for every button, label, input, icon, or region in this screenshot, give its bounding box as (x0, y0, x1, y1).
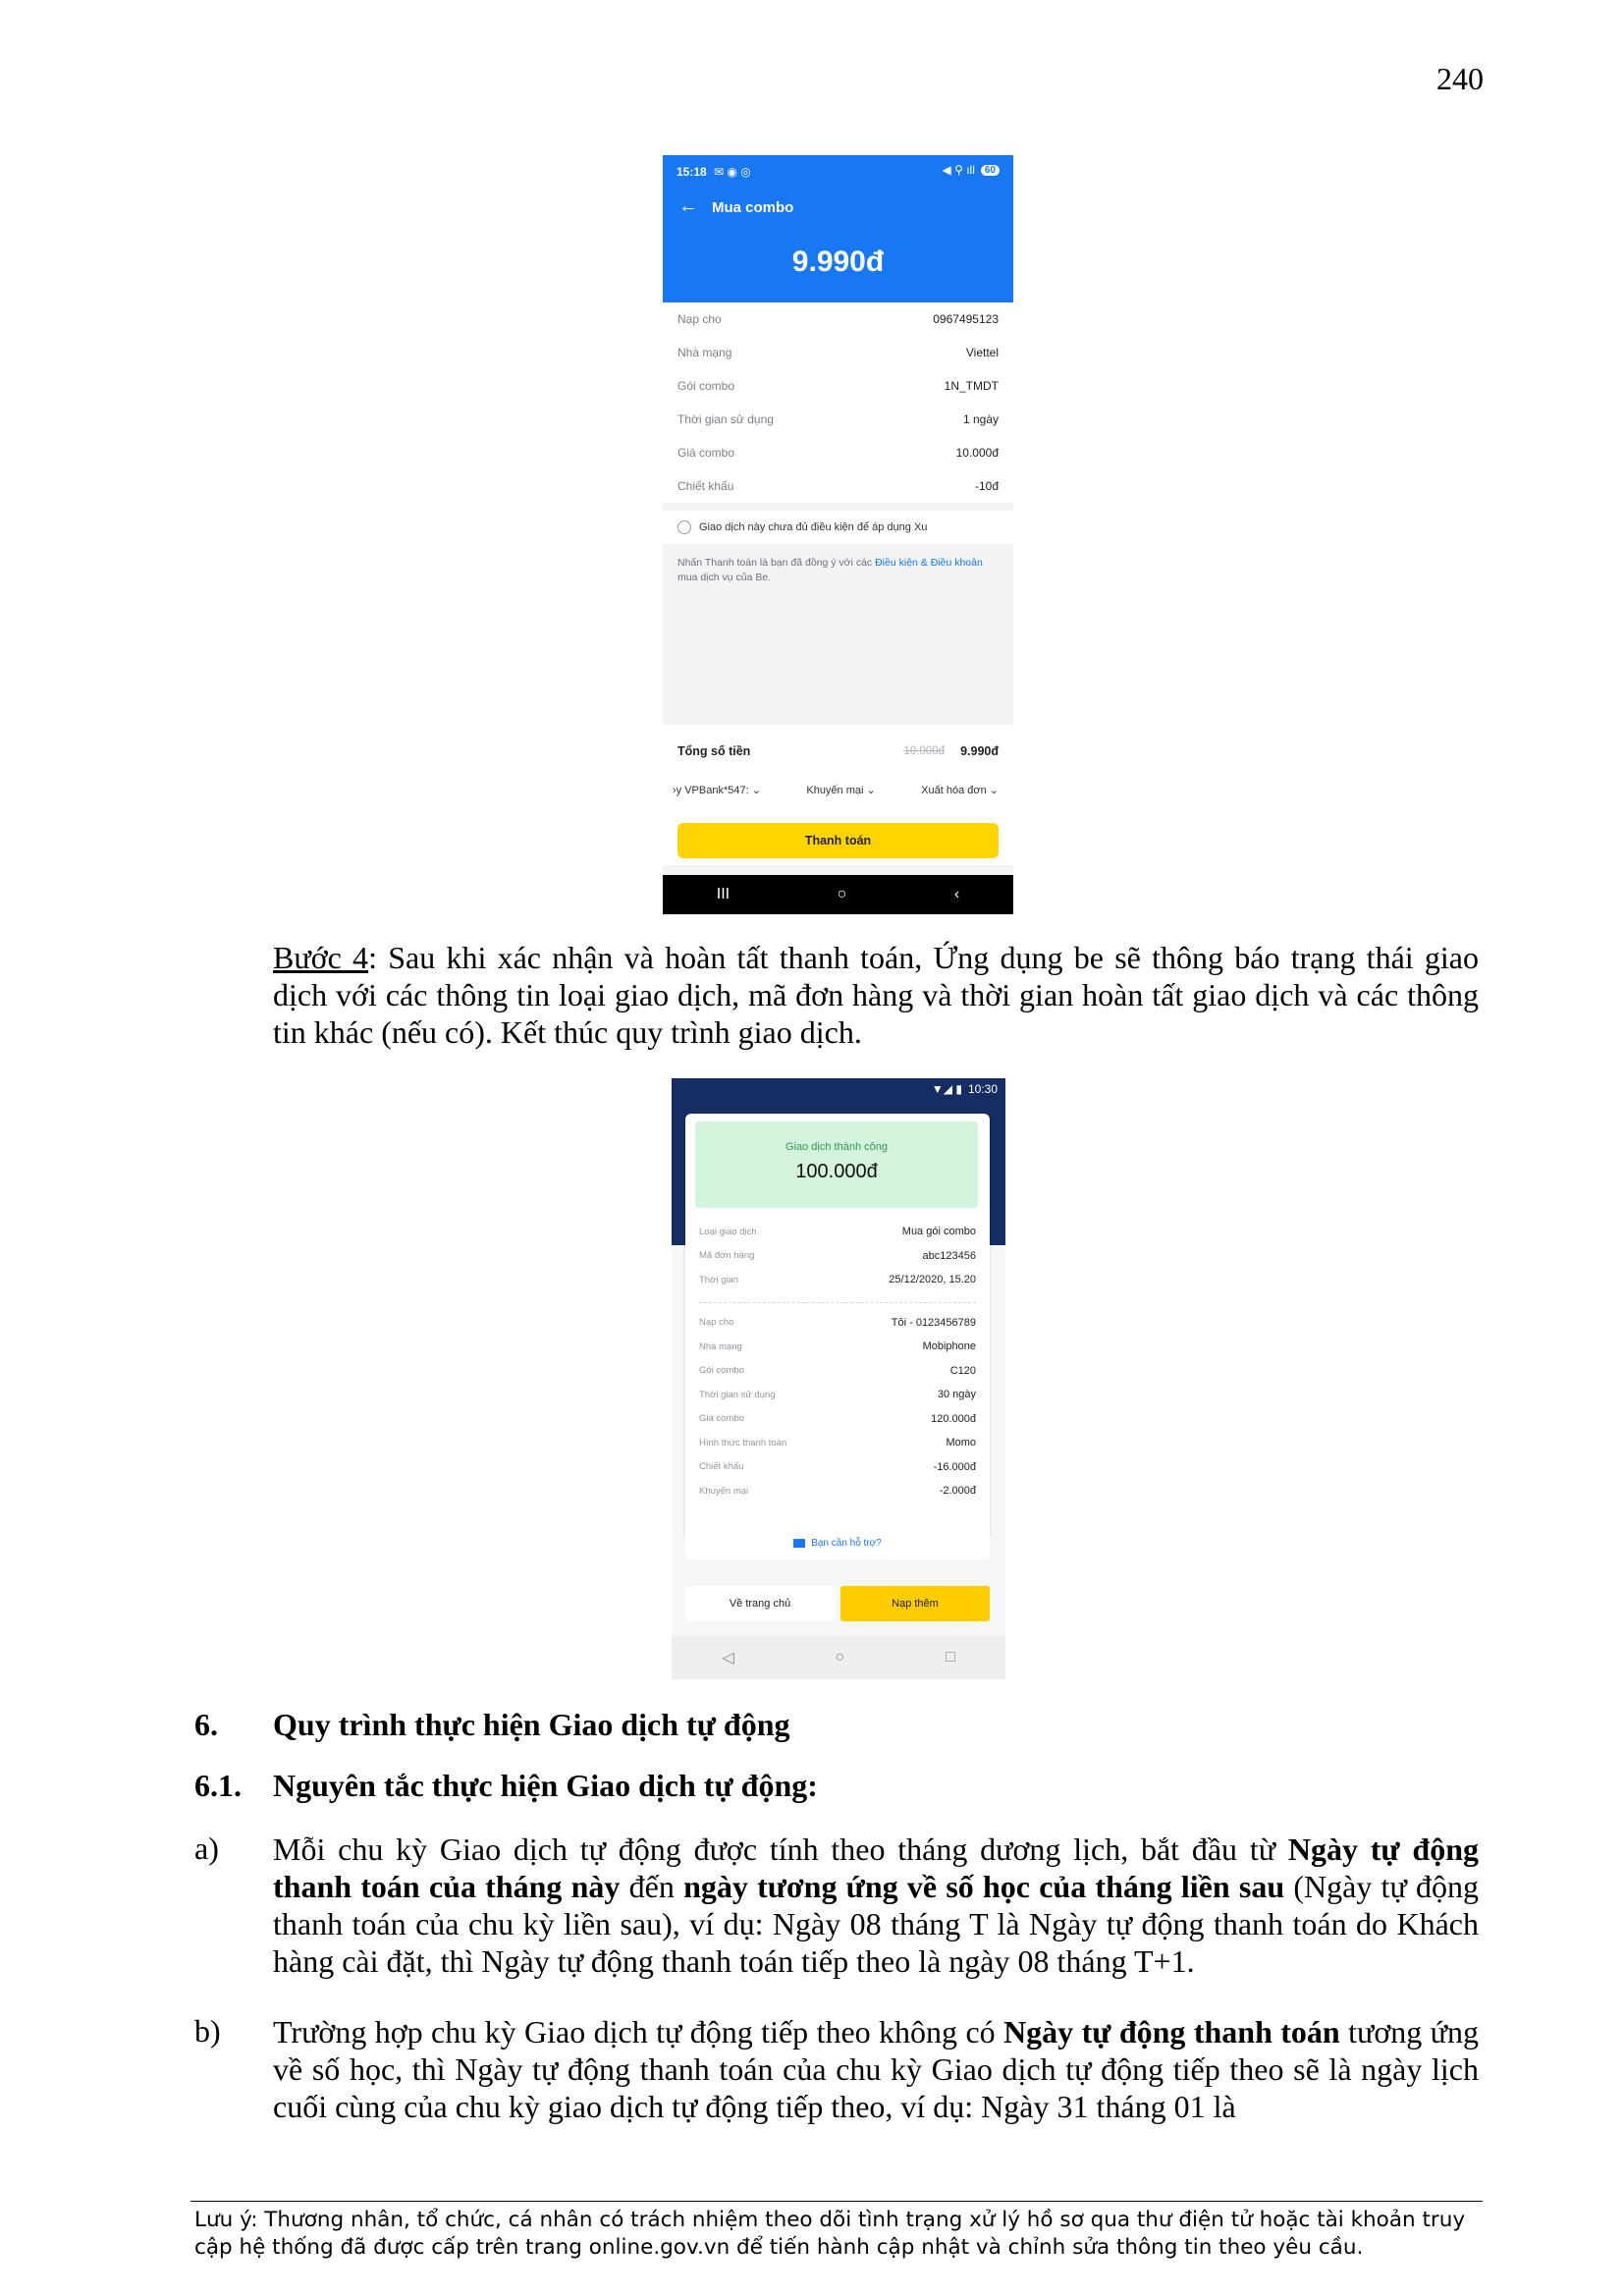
status-bar (932, 1082, 998, 1096)
mail-icon (793, 1539, 805, 1548)
receipt-value: -2.000đ (939, 1485, 976, 1498)
transaction-success-screenshot (672, 1078, 1005, 1679)
receipt-rows (699, 1220, 976, 1503)
pay-button[interactable]: Thanh toán (677, 823, 999, 858)
status-icons: ✉ ◉ ◎ (714, 165, 751, 179)
detail-row (663, 436, 1013, 469)
receipt-value: Tôi - 0123456789 (891, 1316, 976, 1329)
receipt-label: Thời gian (699, 1274, 739, 1285)
item-b-text (273, 2013, 1479, 2125)
terms-suffix: mua dịch vụ của Be. (677, 572, 772, 583)
receipt-value: 120.000đ (931, 1412, 976, 1425)
section-number: 6.1. (194, 1768, 242, 1803)
purchase-combo-screenshot (663, 155, 1013, 914)
detail-row (663, 403, 1013, 436)
total-label: Tổng số tiền (677, 744, 751, 758)
detail-label: Chiết khấu (677, 479, 734, 493)
receipt-label: Hình thức thanh toán (699, 1437, 787, 1449)
battery-icon: 60 (981, 165, 1000, 176)
promotion-select[interactable]: Khuyến mại ⌄ (806, 785, 876, 796)
topup-button[interactable]: Nạp thêm (840, 1586, 990, 1621)
receipt-value: 25/12/2020, 15.20 (889, 1274, 976, 1286)
receipt-row (699, 1479, 976, 1503)
receipt-row (699, 1359, 976, 1384)
signal-icon: ◀ ⚲ ıll (942, 163, 975, 177)
step4-paragraph (273, 939, 1479, 1051)
home-icon[interactable]: ○ (835, 1649, 845, 1666)
android-nav-bar (672, 1636, 1005, 1679)
success-label: Giao dịch thành công (785, 1141, 888, 1153)
detail-label: Thời gian sử dụng (677, 412, 774, 426)
text-run: tương ứng về số học, thì Ngày tự động thanh toán của chu kỳ Giao dịch tự động tiếp theo sẽ là ngày lịch cuối cùng của chu kỳ giao dịch tự động tiếp theo, ví dụ: Ngày 31 tháng 01 là (273, 2014, 1480, 2124)
detail-label: Nạp cho (677, 312, 722, 326)
step4-text: : Sau khi xác nhận và hoàn tất thanh toán, Ứng dụng be sẽ thông báo trạng thái giao dịch với các thông tin loại giao dịch, mã đơn hàng và thời gian hoàn tất giao dịch và các thông tin khác (nếu có). Kết thúc quy trình giao dịch. (273, 940, 1480, 1050)
coin-icon (677, 520, 691, 534)
detail-row (663, 469, 1013, 503)
status-right (943, 163, 1000, 177)
support-link[interactable] (685, 1526, 990, 1559)
text-run: Mỗi chu kỳ Giao dịch tự động được tính theo tháng dương lịch, bắt đầu từ (273, 1831, 1288, 1867)
receipt-label: Mã đơn hàng (699, 1250, 755, 1262)
footer-divider (190, 2201, 1483, 2202)
recent-apps-icon[interactable]: III (716, 886, 731, 902)
detail-value: 10.000đ (955, 446, 999, 460)
receipt-value: Mua gói combo (901, 1226, 976, 1238)
receipt-value: 30 ngày (937, 1389, 976, 1401)
total-old-price: 10.000đ (903, 745, 945, 757)
item-a-text (273, 1831, 1479, 1980)
receipt-row (699, 1244, 976, 1269)
receipt-label: Giá combo (699, 1413, 744, 1425)
recent-apps-icon[interactable]: □ (945, 1649, 955, 1666)
text-run: đến (620, 1869, 684, 1904)
section-number: 6. (194, 1707, 218, 1742)
receipt-row (699, 1220, 976, 1244)
detail-label: Gói combo (677, 379, 735, 393)
screen-title: Mua combo (712, 199, 794, 216)
signal-icon: ▼◢ ▮ (931, 1082, 962, 1096)
receipt-label: Chiết khấu (699, 1461, 744, 1473)
receipt-row (699, 1407, 976, 1432)
payment-method-select[interactable]: ›y VPBank*547: ⌄ (673, 785, 761, 796)
support-text: Bạn cần hỗ trợ? (811, 1537, 882, 1549)
purchase-header (663, 155, 1013, 302)
receipt-label: Khuyến mại (699, 1485, 749, 1497)
success-banner (695, 1121, 978, 1208)
success-amount: 100.000đ (795, 1161, 878, 1182)
detail-value: -10đ (974, 479, 999, 493)
receipt-label: Nạp cho (699, 1317, 734, 1329)
receipt-row (699, 1455, 976, 1480)
checkout-bar (663, 725, 1013, 865)
page-number: 240 (1436, 61, 1484, 96)
status-time: 10:30 (967, 1082, 998, 1096)
back-arrow-icon[interactable]: ← (678, 195, 698, 217)
home-button[interactable]: Về trang chủ (685, 1586, 835, 1621)
receipt-label: Loại giao dịch (699, 1226, 757, 1237)
detail-row (663, 336, 1013, 369)
receipt-row (699, 1268, 976, 1292)
purchase-amount: 9.990đ (791, 246, 885, 278)
detail-value: Viettel (965, 346, 999, 359)
xu-note-text: Giao dịch này chưa đủ điều kiện để áp dụng Xu (699, 521, 928, 533)
receipt-row (699, 1335, 976, 1359)
xu-note (663, 511, 1013, 544)
receipt-label: Thời gian sử dụng (699, 1389, 776, 1400)
back-icon[interactable]: ◁ (722, 1650, 734, 1667)
receipt-value: Momo (946, 1437, 976, 1449)
bold-run: Ngày tự động thanh toán (1003, 2014, 1340, 2050)
total-new-price: 9.990đ (960, 744, 999, 758)
android-nav-bar (663, 875, 1013, 914)
detail-row (663, 302, 1013, 336)
receipt-row (699, 1431, 976, 1455)
text-run: (Ngày tự động thanh toán của chu kỳ liền sau), ví dụ: Ngày 08 tháng T là Ngày tự động thanh toán do Khách hàng cài đặt, thì Ngày tự động thanh toán tiếp theo là ngày 08 tháng T+1. (273, 1869, 1479, 1979)
terms-link[interactable]: Điều kiện & Điều khoản (875, 557, 983, 569)
bold-run: ngày tương ứng về số học của tháng liền sau (683, 1869, 1285, 1904)
terms-prefix: Nhấn Thanh toán là bạn đã đồng ý với các (677, 557, 876, 569)
receipt-row (699, 1311, 976, 1336)
back-icon[interactable]: ‹ (953, 886, 960, 902)
bold-run: Ngày tự động thanh toán của tháng này (273, 1831, 1480, 1904)
terms-text (677, 556, 992, 585)
text-run: Trường hợp chu kỳ Giao dịch tự động tiếp theo không có (273, 2014, 1004, 2050)
detail-value: 1 ngày (962, 412, 999, 426)
receipt-value: C120 (949, 1364, 976, 1377)
item-a-label: a) (194, 1831, 219, 1866)
dashed-divider (699, 1302, 976, 1303)
purchase-details (663, 302, 1013, 503)
invoice-select[interactable]: Xuất hóa đơn ⌄ (921, 785, 999, 796)
detail-label: Giá combo (677, 446, 735, 460)
receipt-card (685, 1114, 990, 1538)
receipt-label: Gói combo (699, 1365, 744, 1377)
home-icon[interactable]: ○ (837, 886, 847, 902)
section-title: Nguyên tắc thực hiện Giao dịch tự động: (273, 1768, 818, 1803)
checkout-options (663, 784, 1013, 796)
detail-row (663, 369, 1013, 403)
step4-label: Bước 4 (273, 940, 369, 975)
item-b-label: b) (194, 2013, 221, 2049)
receipt-value: abc123456 (922, 1249, 976, 1262)
status-time: 15:18 (677, 165, 707, 179)
receipt-label: Nhà mạng (699, 1340, 742, 1352)
detail-label: Nhà mạng (677, 346, 732, 359)
receipt-value: Mobiphone (922, 1340, 976, 1353)
section-title: Quy trình thực hiện Giao dịch tự động (273, 1707, 790, 1742)
receipt-value: -16.000đ (933, 1460, 976, 1473)
detail-value: 0967495123 (933, 312, 999, 326)
receipt-row (699, 1383, 976, 1407)
detail-value: 1N_TMDT (944, 379, 999, 393)
footer-note: Lưu ý: Thương nhân, tổ chức, cá nhân có trách nhiệm theo dõi tình trạng xử lý hồ sơ qua thư điện tử hoặc tài khoản truy cập hệ thống đã được cấp trên trang online.gov.vn để tiến hành cập nhật và chỉnh sửa thông tin theo yêu cầu. (194, 2208, 1466, 2260)
